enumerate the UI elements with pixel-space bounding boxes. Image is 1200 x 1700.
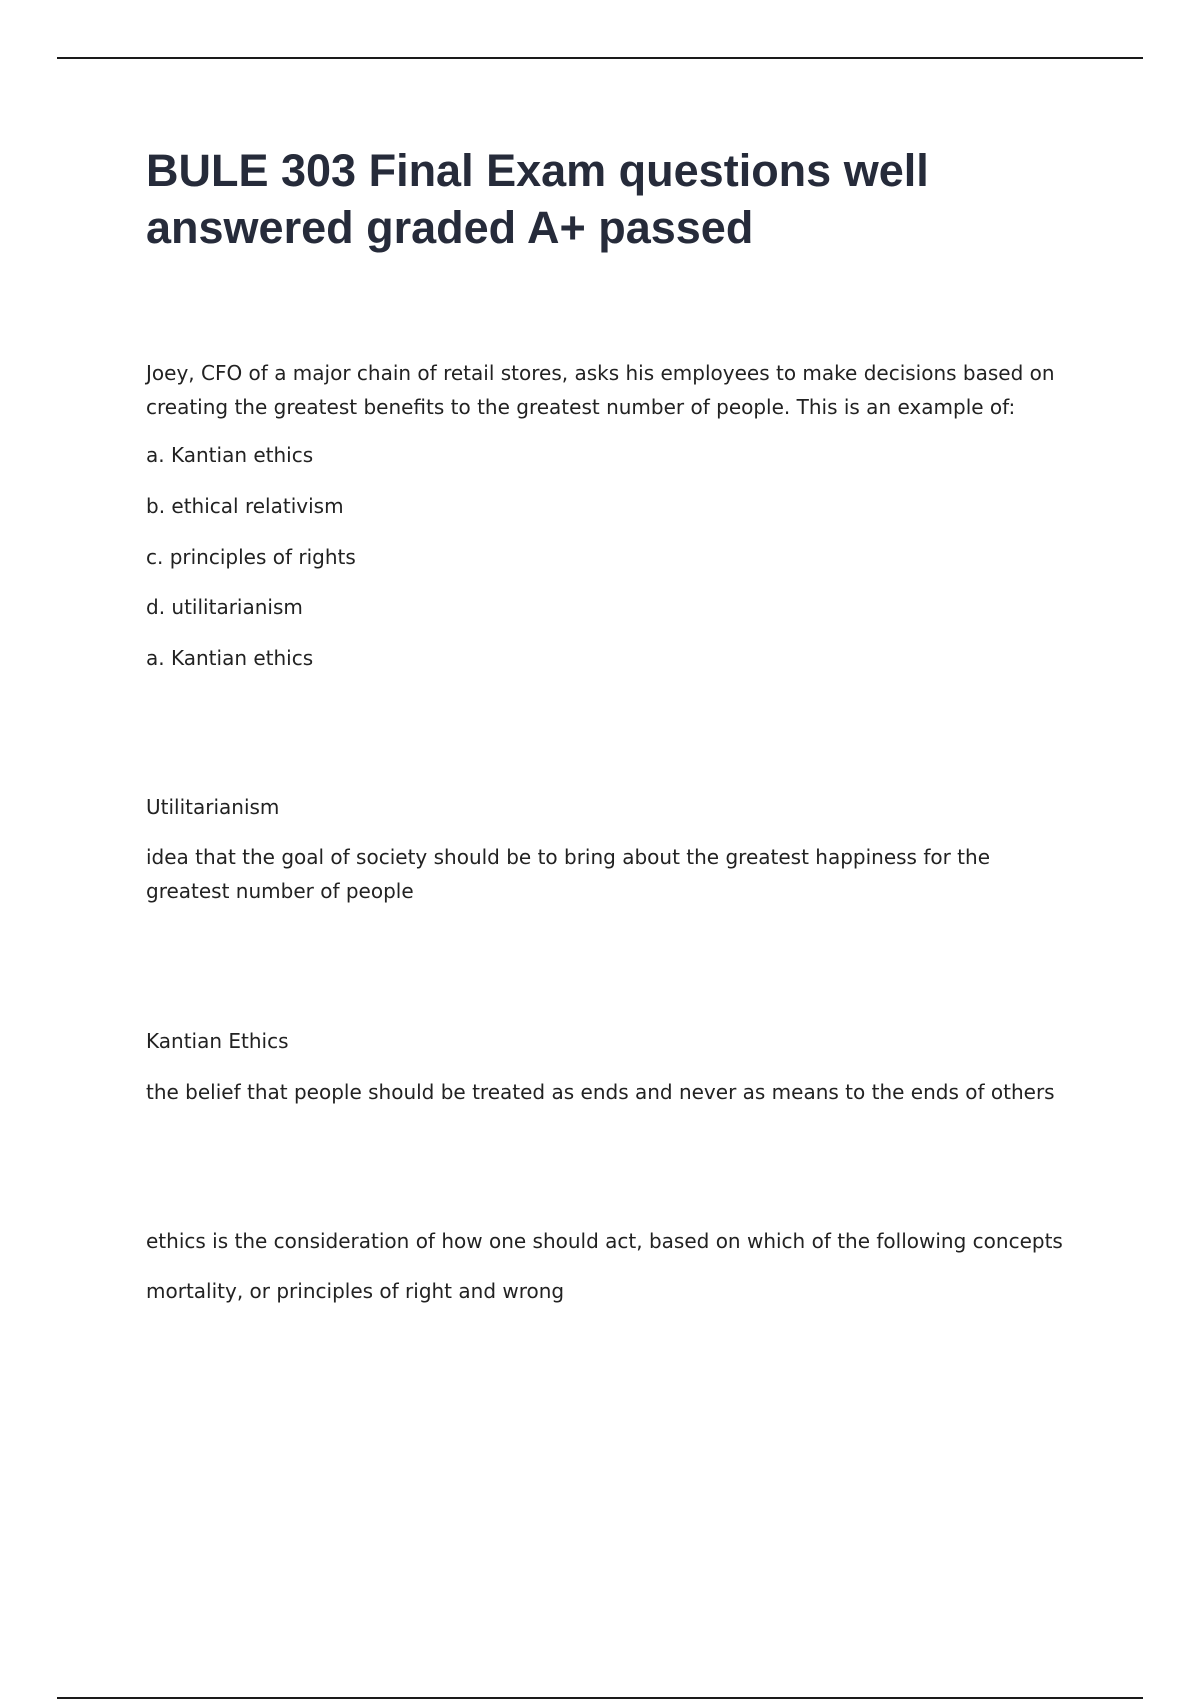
- top-rule: [57, 57, 1143, 59]
- question-1-option-d: d. utilitarianism: [146, 595, 303, 619]
- question-1-option-c: c. principles of rights: [146, 545, 356, 569]
- term-1-name: Utilitarianism: [146, 795, 280, 819]
- question-1-answer: a. Kantian ethics: [146, 646, 314, 670]
- term-2-definition: the belief that people should be treated as ends and never as means to the ends of others: [146, 1080, 1055, 1104]
- term-1-definition: idea that the goal of society should be to bring about the greatest happiness for the greatest number of people: [146, 845, 991, 903]
- question-2-prompt: ethics is the consideration of how one should act, based on which of the following concepts: [146, 1229, 1063, 1253]
- term-2-name: Kantian Ethics: [146, 1029, 289, 1053]
- document-title: BULE 303 Final Exam questions well answered graded A+ passed: [146, 145, 929, 253]
- question-1-option-b: b. ethical relativism: [146, 494, 344, 518]
- question-1-option-a: a. Kantian ethics: [146, 443, 314, 467]
- question-2-answer: mortality, or principles of right and wrong: [146, 1279, 565, 1303]
- bottom-rule: [57, 1697, 1143, 1699]
- question-1-prompt: Joey, CFO of a major chain of retail stores, asks his employees to make decisions based on creating the greatest benefits to the greatest number of people. This is an example of:: [146, 361, 1055, 419]
